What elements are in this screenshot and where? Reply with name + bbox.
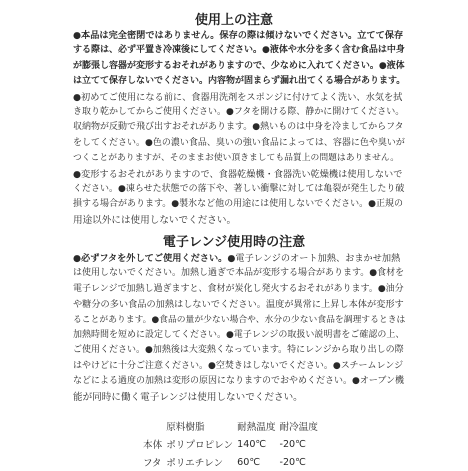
text-line: ることがあります。●食品の量が少ない場合や、水分の少ない食品を調理するときは [73,314,406,325]
text-line: 能が同時に働く電子レンジは使用しないでください。 [73,391,303,403]
table-cell: ポリプロピレン [166,440,234,451]
table-cell: フタ [143,458,162,469]
bold-line: ●本品は完全密閉ではありません。保存の際は傾けないでください。立てて保存 [73,30,404,41]
text-line: ください。●凍らせた状態での落下や、著しい衝撃に対しては亀裂が発生したり破 [73,183,405,194]
text-line [73,251,405,266]
table-header-row [143,417,322,435]
material-spec-table [143,417,322,471]
table-cell: 140℃ [237,438,267,450]
text-line: をしてください。●色の濃い食品、臭いの強い食品によっては、容器に色や臭いが [73,137,405,148]
table-row [143,435,322,453]
text-line: 損する場合があります。●製氷など他の用途には使用しないでください。●正規の [73,199,403,210]
text-line: は使用しないでください。加熱し過ぎで本品が変形する場合があります。●食材を [73,268,405,279]
text-rest: ●電子レンジのオート加熱、おまかせ加熱 [227,253,401,264]
text-line: などによる過度の加熱は変形の原因になりますのでおやめください。●オーブン機 [73,376,405,387]
text-line: ご使用ください。●加熱後は大変熱くなっています。特にレンジから取り出しの際 [73,345,404,356]
text-line: 加熱時間を短めに設定してください。●電子レンジの取扱い説明書をご確認の上、 [73,329,405,340]
table-cell: ポリエチレン [166,458,224,469]
usage-precautions-title: 使用上の注意 [194,13,273,28]
table-header-cell: 原料樹脂 [166,422,205,433]
table-cell: 60℃ [237,456,261,468]
text-line: 用途以外には使用しないでください。 [73,214,237,226]
table-header-cell [143,417,166,435]
text-line: 収納物が反動で飛び出すおそれがあります。●熱いものは中身を冷ましてからフタ [73,122,404,133]
table-cell: -20℃ [279,438,306,450]
table-cell: 本体 [143,440,163,451]
microwave-precautions-text [73,251,405,405]
text-line: 電子レンジで加熱し過ぎますと、食材が炭化し発火するおそれがあります。●油分 [73,283,404,294]
bold-line: が膨張し容器が変形するおそれがありますので、少なめに入れてください。●液体 [73,60,405,71]
usage-precautions-text [73,28,405,228]
text-line: ●初めてご使用になる前に、食器用洗剤をスポンジに付けてよく洗い、水気を拭 [73,91,403,103]
bold-lead: ●必ずフタを外してご使用ください。 [73,253,228,264]
bold-line: は立てて保存しないでください。内容物が固まらず漏れ出てくる場合があります。 [73,76,406,87]
table-header-cell: 耐熱温度 [237,422,276,433]
text-line: き取り乾かしてからご使用ください。●フタを開ける際、静かに開けてください。 [73,106,405,117]
table-cell: -20℃ [279,456,306,468]
text-line: つくことがありますが、そのままお使い頂きましても品質上の問題はありません。 [73,153,400,164]
table-row [143,453,322,471]
text-line: ●変形するおそれがありますので、食器乾燥機・食器洗い乾燥機は使用しないで [73,168,403,180]
bold-line: する際は、必ず平置き冷凍後にしてください。●液体や水分を多く含む食品は中身 [73,45,405,56]
microwave-precautions-title: 電子レンジ使用時の注意 [162,235,306,250]
text-line: や糖分の多い食品の加熱はしないでください。温度が異常に上昇し本体が変形す [73,299,404,311]
table-header-cell: 耐冷温度 [279,422,318,433]
text-line: はやけどに十分ご注意ください。●空焚きはしないでください。●スチームレンジ [73,360,404,371]
